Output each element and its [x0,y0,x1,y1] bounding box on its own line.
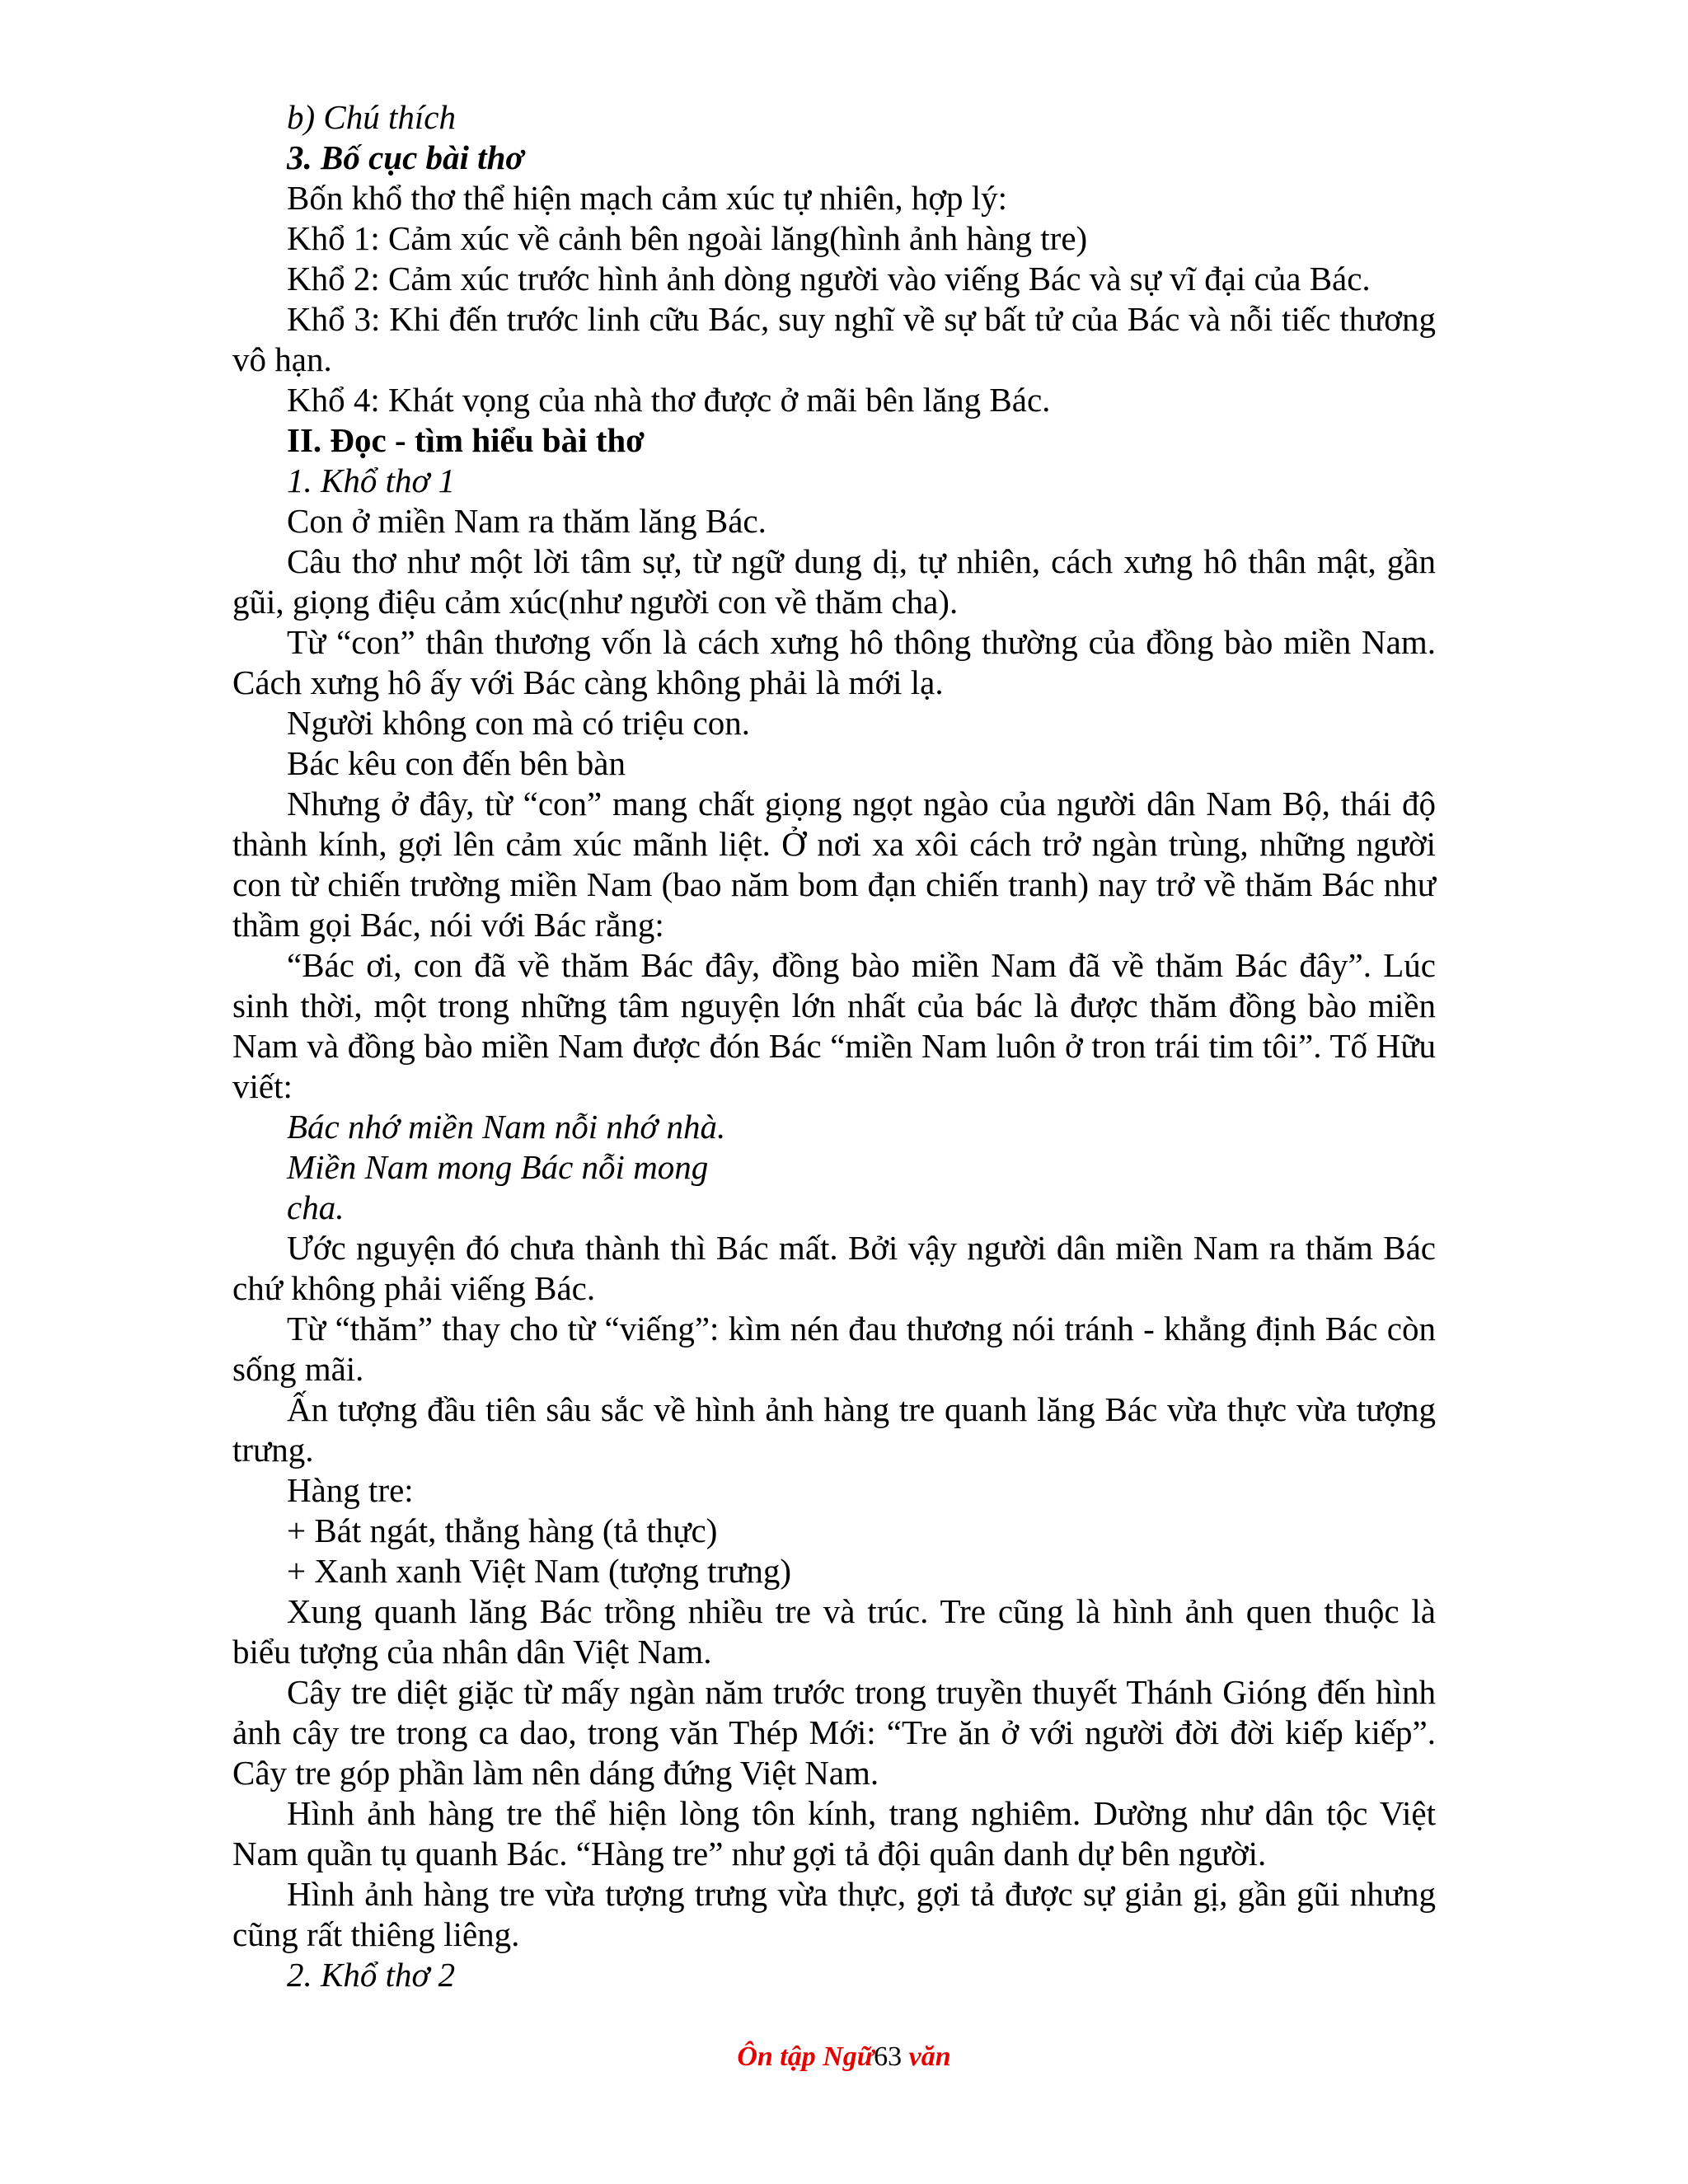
paragraph: “Bác ơi, con đã về thăm Bác đây, đồng bào miền Nam đã về thăm Bác đây”. Lúc sinh thời, một trong những tâm nguyện lớn nhất của bác là được thăm đồng bào miền Nam và đồng bào miền Nam được đón Bác “miền Nam luôn ở tron trái tim tôi”. Tố Hữu viết: [232,946,1436,1105]
subheading-kho-tho-2: 2. Khổ thơ 2 [287,1956,456,1994]
subheading-kho-tho-1: 1. Khổ thơ 1 [287,462,456,499]
poem-line: Con ở miền Nam ra thăm lăng Bác. [287,502,767,540]
poem-line: Miền Nam mong Bác nỗi mong [287,1148,709,1186]
paragraph: Hình ảnh hàng tre thể hiện lòng tôn kính, trang nghiêm. Dường như dân tộc Việt Nam quần tụ quanh Bác. “Hàng tre” như gợi tả đội quân danh dự bên người. [232,1794,1436,1872]
paragraph: Cây tre diệt giặc từ mấy ngàn năm trước trong truyền thuyết Thánh Gióng đến hình ảnh cây tre trong ca dao, trong văn Thép Mới: “Tre ăn ở với người đời đời kiếp kiếp”. Cây tre góp phần làm nên dáng đứng Việt Nam. [232,1673,1436,1792]
footer-right: văn [902,2041,951,2072]
paragraph: Khổ 3: Khi đến trước linh cữu Bác, suy nghĩ về sự bất tử của Bác và nỗi tiếc thương vô hạn. [232,300,1436,378]
paragraph: Hình ảnh hàng tre vừa tượng trưng vừa thực, gợi tả được sự giản gị, gần gũi nhưng cũng rất thiêng liêng. [232,1875,1436,1953]
paragraph: Khổ 1: Cảm xúc về cảnh bên ngoài lăng(hình ảnh hàng tre) [287,219,1088,257]
poem-line: Bác kêu con đến bên bàn [287,744,626,782]
heading-bo-cuc: 3. Bố cục bài thơ [287,138,524,176]
paragraph: Bốn khổ thơ thể hiện mạch cảm xúc tự nhiên, hợp lý: [287,179,1008,217]
paragraph: Ấn tượng đầu tiên sâu sắc về hình ảnh hàng tre quanh lăng Bác vừa thực vừa tượng trưng. [232,1390,1436,1469]
paragraph: Câu thơ như một lời tâm sự, từ ngữ dung dị, tự nhiên, cách xưng hô thân mật, gần gũi, giọng điệu cảm xúc(như người con về thăm cha). [232,542,1436,621]
page-footer [0,2041,1688,2074]
document-body [232,97,1436,1995]
paragraph: Khổ 2: Cảm xúc trước hình ảnh dòng người vào viếng Bác và sự vĩ đại của Bác. [287,260,1371,298]
list-item: + Xanh xanh Việt Nam (tượng trưng) [287,1552,792,1590]
poem-line: cha. [287,1188,345,1226]
paragraph: Ước nguyện đó chưa thành thì Bác mất. Bởi vậy người dân miền Nam ra thăm Bác chứ không phải viếng Bác. [232,1229,1436,1307]
heading-doc-tim-hieu: II. Đọc - tìm hiểu bài thơ [287,421,645,459]
poem-line: Người không con mà có triệu con. [287,704,750,742]
poem-line: Bác nhớ miền Nam nỗi nhớ nhà. [287,1108,726,1146]
footer-left: Ôn tập Ngữ [737,2041,874,2072]
paragraph: Từ “thăm” thay cho từ “viếng”: kìm nén đau thương nói tránh - khẳng định Bác còn sống mãi. [232,1310,1436,1388]
paragraph: Khổ 4: Khát vọng của nhà thơ được ở mãi bên lăng Bác. [287,381,1051,419]
list-item: + Bát ngát, thẳng hàng (tả thực) [287,1511,718,1549]
page-number: 63 [874,2041,903,2072]
paragraph: Từ “con” thân thương vốn là cách xưng hô thông thường của đồng bào miền Nam. Cách xưng hô ấy với Bác càng không phải là mới lạ. [232,623,1436,701]
subheading-chu-thich: b) Chú thích [287,98,456,136]
paragraph: Xung quanh lăng Bác trồng nhiều tre và trúc. Tre cũng là hình ảnh quen thuộc là biểu tượng của nhân dân Việt Nam. [232,1592,1436,1671]
paragraph: Hàng tre: [287,1471,414,1509]
paragraph: Nhưng ở đây, từ “con” mang chất giọng ngọt ngào của người dân Nam Bộ, thái độ thành kính, gợi lên cảm xúc mãnh liệt. Ở nơi xa xôi cách trở ngàn trùng, những người con từ chiến trường miền Nam (bao năm bom đạn chiến tranh) nay trở về thăm Bác như thầm gọi Bác, nói với Bác rằng: [232,785,1436,944]
